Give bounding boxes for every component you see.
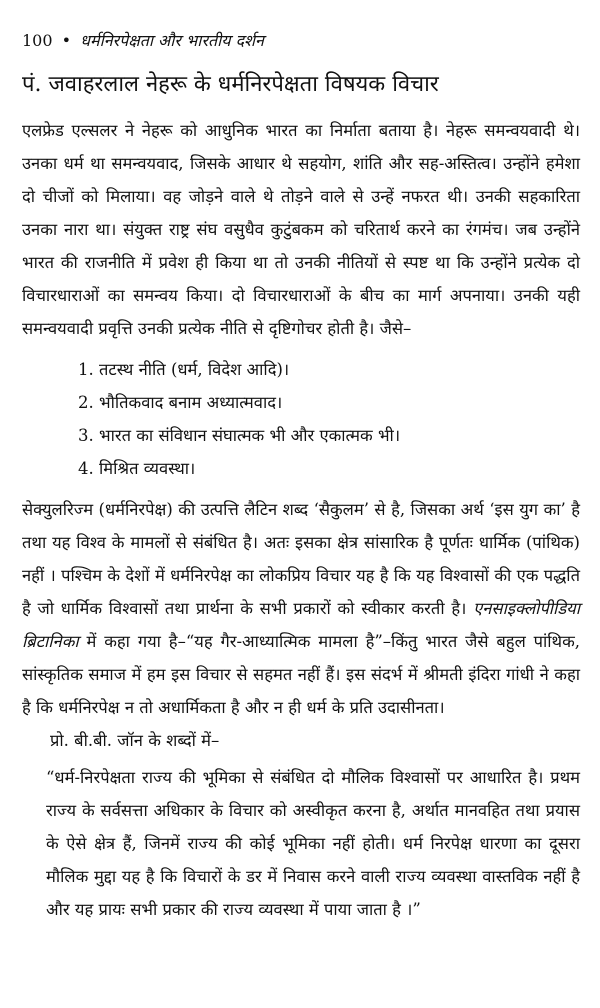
page-number: 100 <box>22 31 53 50</box>
running-head-separator: • <box>61 31 72 50</box>
block-quote <box>22 761 580 926</box>
book-title: धर्मनिरपेक्षता और भारतीय दर्शन <box>80 31 264 50</box>
paragraph-text: में कहा गया है–“यह गैर-आध्यात्मिक मामला है”–किंतु भारत जैसे बहुल पांथिक, सांस्कृतिक समाज में हम इस विचार से सहमत नहीं हैं। इस संदर्भ में श्रीमती इंदिरा गांधी ने कहा है कि धर्मनिरपेक्ष न तो अधार्मिकता है और न ही धर्म के प्रति उदासीनता। <box>22 632 580 717</box>
paragraph-text: सेक्युलरिज्म (धर्मनिरपेक्ष) की उत्पत्ति लैटिन शब्द ‘सैकुलम’ से है, जिसका अर्थ ‘इस युग का’ है तथा यह विश्व के मामलों से संबंधित है। अतः इसका क्षेत्र सांसारिक है पूर्णतः धार्मिक (पांथिक) नहीं । पश्चिम के देशों में धर्मनिरपेक्ष का लोकप्रिय विचार यह है कि यह विश्वासों की एक पद्धति है जो धार्मिक विश्वासों तथा प्रार्थना के सभी प्रकारों को स्वीकार करती है। <box>22 500 580 618</box>
encyclopedia-title: एनसाइक्लोपीडिया ब्रिटानिका <box>22 599 580 651</box>
paragraph-secularism-origin <box>22 493 580 724</box>
paragraph-nehru-synthesis: एलफ्रेड एल्सलर ने नेहरू को आधुनिक भारत का निर्माता बताया है। नेहरू समन्वयवादी थे। उनका धर्म था समन्वयवाद, जिसके आधार थे सहयोग, शांति और सह-अस्तित्व। उन्होंने हमेशा दो चीजों को मिलाया। वह जोड़ने वाले थे तोड़ने वाले से उन्हें नफरत थी। उनकी सहकारिता उनका नारा था। संयुक्त राष्ट्र संघ वसुधैव कुटुंबकम को चरितार्थ करने का रंगमंच। जब उन्होंने भारत की राजनीति में प्रवेश ही किया था तो उनकी नीतियों से स्पष्ट था कि उन्होंने प्रत्येक दो विचारधाराओं का समन्वय किया। दो विचारधाराओं के बीच का मार्ग अपनाया। उनकी यही समन्वयवादी प्रवृत्ति उनकी प्रत्येक नीति से दृष्टिगोचर होती है। जैसे– <box>22 121 580 338</box>
quote-intro: प्रो. बी.बी. जॉन के शब्दों में– <box>50 731 220 750</box>
running-head <box>22 30 580 52</box>
block-quote-text: “धर्म-निरपेक्षता राज्य की भूमिका से संबंधित दो मौलिक विश्वासों पर आधारित है। प्रथम राज्य के सर्वसत्ता अधिकार के विचार को अस्वीकृत करना है, अर्थात मानवहित तथा प्रयास के ऐसे क्षेत्र हैं, जिनमें राज्य की कोई भूमिका नहीं होती। धर्म निरपेक्ष धारणा का दूसरा मौलिक मुद्दा यह है कि विचारों के डर में निवास करने वाली राज्य व्यवस्था वास्तविक नहीं है और यह प्रायः सभी प्रकार की राज्य व्यवस्था में पाया जाता है ।” <box>46 768 580 919</box>
list-item: 2. भौतिकवाद बनाम अध्यात्मवाद। <box>78 393 283 412</box>
list-item: 1. तटस्थ नीति (धर्म, विदेश आदि)। <box>78 360 290 379</box>
section-heading: पं. जवाहरलाल नेहरू के धर्मनिरपेक्षता विषयक विचार <box>22 72 439 97</box>
list-item: 4. मिश्रित व्यवस्था। <box>78 459 196 478</box>
policy-list <box>22 353 580 485</box>
list-item: 3. भारत का संविधान संघात्मक भी और एकात्मक भी। <box>78 426 401 445</box>
